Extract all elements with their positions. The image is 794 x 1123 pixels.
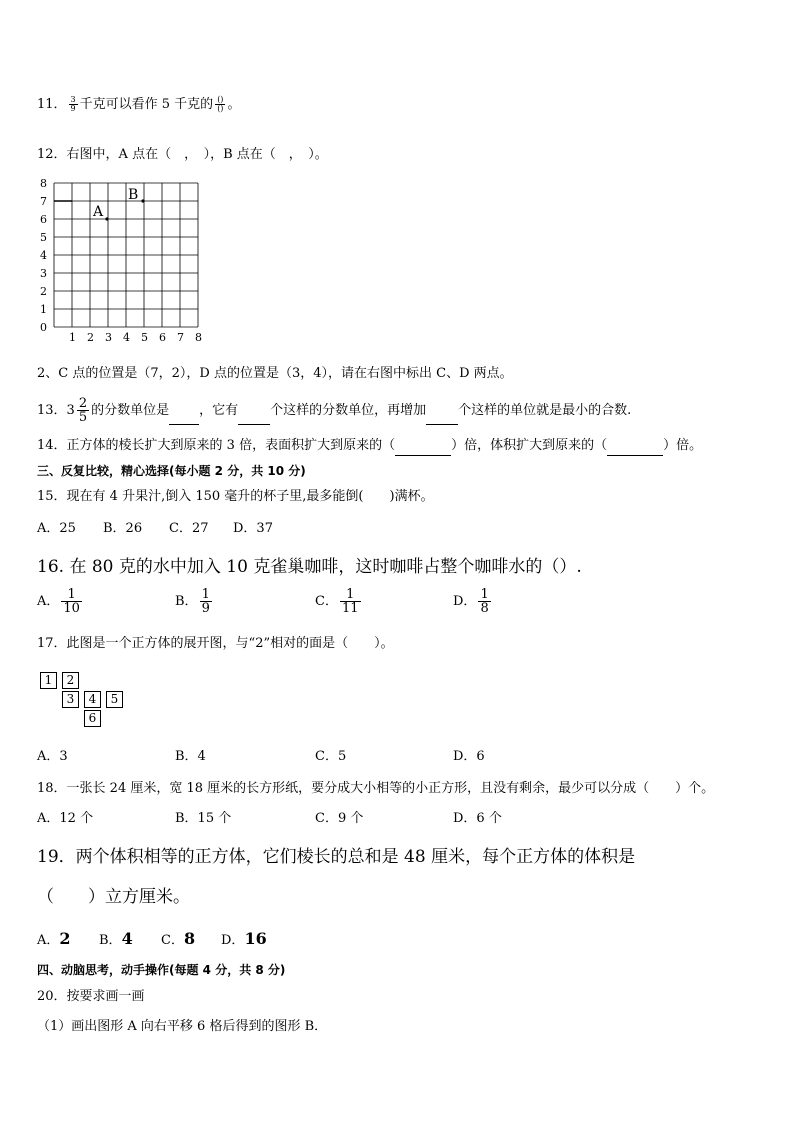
x-tick-label: 6 [159, 331, 166, 344]
option-c[interactable]: C．9 个 [315, 811, 364, 826]
answer-blank[interactable] [395, 437, 451, 456]
question-18: 18．一张长 24 厘米，宽 18 厘米的长方形纸，要分成大小相等的小正方形，且没有剩余，最少可以分成（ ）个。 [37, 781, 715, 796]
net-face-6: 6 [84, 710, 101, 727]
y-tick-label: 1 [40, 303, 47, 316]
question-number: 11． [37, 97, 67, 112]
y-tick-label: 7 [40, 195, 47, 208]
answer-blank[interactable] [238, 398, 270, 425]
question-20-part-1: （1）画出图形 A 向右平移 6 格后得到的图形 B． [37, 1019, 328, 1034]
answer-blank[interactable] [169, 398, 199, 425]
option-d[interactable]: D．6 个 [453, 811, 502, 826]
net-face-1: 1 [40, 672, 57, 689]
x-tick-label: 7 [177, 331, 184, 344]
y-tick-label: 6 [40, 213, 47, 226]
option-a[interactable]: A． $\frac{1}{10}$ [37, 587, 80, 616]
fraction-blank: $\frac{()}{()}$ [217, 95, 224, 113]
fraction: $\frac{3}{9}$ [70, 95, 76, 113]
option-b[interactable]: B．4 [99, 929, 133, 948]
question-11: 11． $\frac{3}{9}$ 千克可以看作 5 千克的 $\frac{()}{()}$ 。 [37, 95, 241, 113]
x-tick-label: 3 [105, 331, 112, 344]
question-19-line-2: （ ）立方厘米。 [37, 887, 190, 907]
option-c[interactable]: C．27 [169, 521, 209, 536]
question-16: 16. 在 80 克的水中加入 10 克雀巢咖啡，这时咖啡占整个咖啡水的（）. [37, 557, 582, 577]
y-tick-label: 0 [40, 321, 47, 334]
point-a-label: A [93, 204, 104, 220]
option-d[interactable]: D． $\frac{1}{8}$ [453, 587, 489, 616]
net-face-2: 2 [62, 672, 79, 689]
net-face-4: 4 [84, 691, 101, 708]
x-tick-label: 2 [87, 331, 94, 344]
y-tick-label: 8 [40, 177, 47, 190]
y-tick-label: 3 [40, 267, 47, 280]
mixed-fraction: $\frac{2}{5}$ [78, 396, 88, 425]
option-b[interactable]: B．26 [103, 521, 143, 536]
question-12: 12．右图中，A 点在（ ， ），B 点在（ ， ）。 [37, 147, 328, 162]
question-19-line-1: 19．两个体积相等的正方体，它们棱长的总和是 48 厘米，每个正方体的体积是 [37, 847, 636, 867]
x-tick-label: 5 [141, 331, 148, 344]
point-a [105, 217, 108, 220]
x-tick-label: 4 [123, 331, 130, 344]
y-tick-label: 2 [40, 285, 47, 298]
question-14: 14．正方体的棱长扩大到原来的 3 倍，表面积扩大到原来的（ ）倍，体积扩大到原来的（ ）倍。 [37, 437, 702, 456]
question-17: 17．此图是一个正方体的展开图，与“2”相对的面是（ ）。 [37, 636, 394, 651]
x-tick-label: 1 [69, 331, 76, 344]
x-tick-label: 8 [195, 331, 202, 344]
option-a[interactable]: A．12 个 [37, 811, 94, 826]
option-d[interactable]: D．16 [221, 929, 267, 948]
y-tick-label: 4 [40, 249, 47, 262]
question-13: 13．3 $\frac{2}{5}$ 的分数单位是 ，它有 个这样的分数单位，再增加 个这样的单位就是最小的合数. [37, 396, 632, 425]
answer-blank[interactable] [607, 437, 663, 456]
option-c[interactable]: C．8 [161, 929, 196, 948]
option-b[interactable]: B．15 个 [175, 811, 232, 826]
y-tick-label: 5 [40, 231, 47, 244]
section-4-title: 四、动脑思考，动手操作(每题 4 分，共 8 分) [37, 963, 286, 977]
question-15: 15．现在有 4 升果汁,倒入 150 毫升的杯子里,最多能倒( )满杯。 [37, 489, 434, 504]
option-d[interactable]: D．6 [453, 749, 485, 764]
option-c[interactable]: C． $\frac{1}{11}$ [315, 587, 359, 616]
option-a[interactable]: A．2 [37, 929, 71, 948]
point-b [141, 199, 144, 202]
option-a[interactable]: A．3 [37, 749, 68, 764]
coordinate-grid [38, 175, 208, 350]
answer-blank[interactable] [426, 398, 458, 425]
option-b[interactable]: B．4 [175, 749, 206, 764]
option-c[interactable]: C．5 [315, 749, 347, 764]
cube-net [40, 672, 130, 728]
option-d[interactable]: D．37 [233, 521, 273, 536]
point-b-label: B [128, 187, 139, 203]
net-face-5: 5 [106, 691, 123, 708]
option-a[interactable]: A．25 [37, 521, 76, 536]
question-2: 2、C 点的位置是（7，2），D 点的位置是（3，4），请在右图中标出 C、D 两点。 [37, 366, 513, 381]
section-3-title: 三、反复比较，精心选择(每小题 2 分，共 10 分) [37, 464, 306, 478]
net-face-3: 3 [62, 691, 79, 708]
question-20: 20．按要求画一画 [37, 989, 145, 1004]
option-b[interactable]: B． $\frac{1}{9}$ [175, 587, 210, 616]
